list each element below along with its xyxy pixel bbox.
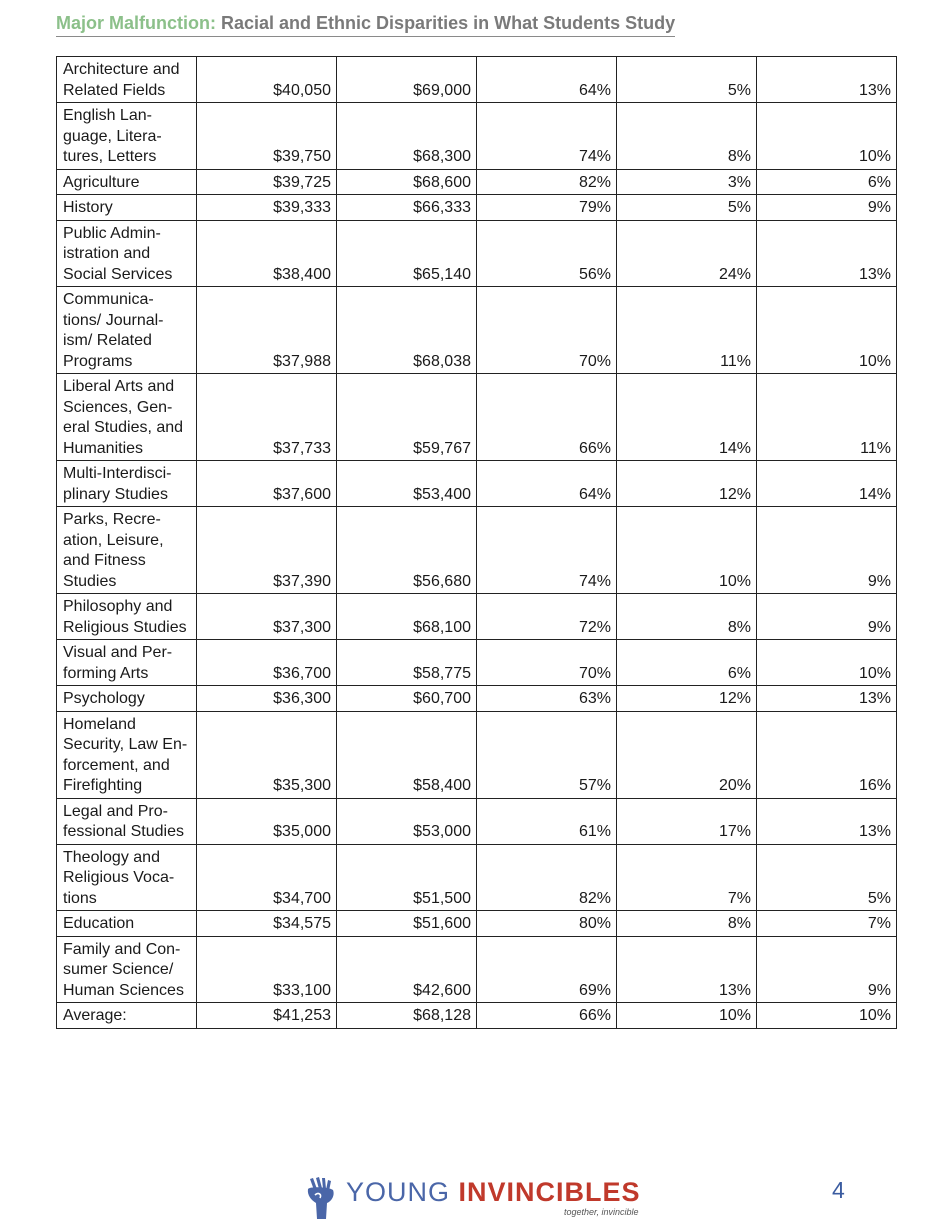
earnings-cell-2: $68,128 — [337, 1003, 477, 1029]
page-header — [56, 13, 675, 37]
major-name-cell: Legal and Pro- fessional Studies — [57, 798, 197, 844]
percent-cell-3: 9% — [757, 507, 897, 594]
percent-cell-2: 12% — [617, 461, 757, 507]
percent-cell-2: 5% — [617, 57, 757, 103]
major-name-cell: Parks, Recre- ation, Leisure, and Fitness Studies — [57, 507, 197, 594]
percent-cell-2: 3% — [617, 169, 757, 195]
major-name-cell: Family and Con- sumer Science/ Human Sciences — [57, 936, 197, 1003]
earnings-cell-2: $42,600 — [337, 936, 477, 1003]
major-name-cell: Education — [57, 911, 197, 937]
earnings-cell-2: $51,500 — [337, 844, 477, 911]
percent-cell-2: 8% — [617, 103, 757, 170]
major-name-cell: Agriculture — [57, 169, 197, 195]
percent-cell-1: 64% — [477, 57, 617, 103]
percent-cell-2: 17% — [617, 798, 757, 844]
major-name-cell: Multi-Interdisci- plinary Studies — [57, 461, 197, 507]
earnings-cell-2: $68,100 — [337, 594, 477, 640]
percent-cell-1: 82% — [477, 169, 617, 195]
percent-cell-3: 7% — [757, 911, 897, 937]
raised-fist-icon — [306, 1177, 338, 1221]
earnings-cell-1: $34,575 — [197, 911, 337, 937]
percent-cell-1: 70% — [477, 287, 617, 374]
earnings-cell-1: $40,050 — [197, 57, 337, 103]
earnings-cell-1: $35,000 — [197, 798, 337, 844]
earnings-cell-2: $68,300 — [337, 103, 477, 170]
earnings-cell-2: $59,767 — [337, 374, 477, 461]
earnings-cell-1: $37,988 — [197, 287, 337, 374]
percent-cell-3: 10% — [757, 1003, 897, 1029]
percent-cell-2: 14% — [617, 374, 757, 461]
percent-cell-2: 10% — [617, 507, 757, 594]
majors-earnings-table — [56, 56, 897, 1029]
percent-cell-2: 7% — [617, 844, 757, 911]
earnings-cell-2: $53,000 — [337, 798, 477, 844]
major-name-cell: Theology and Religious Voca- tions — [57, 844, 197, 911]
percent-cell-2: 8% — [617, 594, 757, 640]
major-name-cell: Communica- tions/ Journal- ism/ Related Programs — [57, 287, 197, 374]
table-row — [57, 374, 897, 461]
earnings-cell-2: $68,038 — [337, 287, 477, 374]
earnings-cell-1: $41,253 — [197, 1003, 337, 1029]
logo-tagline: together, invincible — [564, 1207, 639, 1217]
percent-cell-1: 70% — [477, 640, 617, 686]
percent-cell-3: 13% — [757, 220, 897, 287]
earnings-cell-2: $68,600 — [337, 169, 477, 195]
table-row — [57, 686, 897, 712]
percent-cell-3: 6% — [757, 169, 897, 195]
percent-cell-3: 10% — [757, 640, 897, 686]
major-name-cell: Average: — [57, 1003, 197, 1029]
earnings-cell-1: $34,700 — [197, 844, 337, 911]
earnings-cell-2: $69,000 — [337, 57, 477, 103]
earnings-cell-1: $39,750 — [197, 103, 337, 170]
percent-cell-2: 11% — [617, 287, 757, 374]
page-number: 4 — [832, 1177, 845, 1203]
major-name-cell: Public Admin- istration and Social Services — [57, 220, 197, 287]
major-name-cell: Psychology — [57, 686, 197, 712]
header-series: Major Malfunction: — [56, 13, 216, 33]
earnings-cell-1: $36,700 — [197, 640, 337, 686]
percent-cell-2: 24% — [617, 220, 757, 287]
logo-word-invincibles: INVINCIBLES — [458, 1177, 641, 1207]
earnings-cell-2: $53,400 — [337, 461, 477, 507]
percent-cell-1: 74% — [477, 103, 617, 170]
percent-cell-1: 79% — [477, 195, 617, 221]
percent-cell-3: 13% — [757, 57, 897, 103]
earnings-cell-1: $33,100 — [197, 936, 337, 1003]
percent-cell-1: 63% — [477, 686, 617, 712]
percent-cell-3: 10% — [757, 103, 897, 170]
earnings-cell-1: $37,733 — [197, 374, 337, 461]
major-name-cell: Homeland Security, Law En- forcement, and Firefighting — [57, 711, 197, 798]
earnings-cell-1: $36,300 — [197, 686, 337, 712]
young-invincibles-logo — [306, 1177, 641, 1221]
table-row — [57, 844, 897, 911]
table-row — [57, 640, 897, 686]
percent-cell-2: 12% — [617, 686, 757, 712]
earnings-cell-1: $35,300 — [197, 711, 337, 798]
percent-cell-3: 9% — [757, 936, 897, 1003]
percent-cell-3: 13% — [757, 686, 897, 712]
earnings-cell-1: $39,333 — [197, 195, 337, 221]
percent-cell-1: 56% — [477, 220, 617, 287]
percent-cell-3: 9% — [757, 195, 897, 221]
major-name-cell: Philosophy and Religious Studies — [57, 594, 197, 640]
major-name-cell: English Lan- guage, Litera- tures, Letters — [57, 103, 197, 170]
table-row — [57, 287, 897, 374]
earnings-cell-1: $39,725 — [197, 169, 337, 195]
logo-wordmark — [346, 1177, 641, 1217]
percent-cell-3: 9% — [757, 594, 897, 640]
percent-cell-1: 82% — [477, 844, 617, 911]
earnings-cell-2: $60,700 — [337, 686, 477, 712]
table-body — [57, 57, 897, 1029]
percent-cell-2: 10% — [617, 1003, 757, 1029]
percent-cell-3: 13% — [757, 798, 897, 844]
earnings-cell-2: $66,333 — [337, 195, 477, 221]
table-row — [57, 911, 897, 937]
logo-word-young: YOUNG — [346, 1177, 451, 1207]
percent-cell-3: 14% — [757, 461, 897, 507]
table-row — [57, 507, 897, 594]
earnings-cell-2: $58,775 — [337, 640, 477, 686]
percent-cell-2: 13% — [617, 936, 757, 1003]
percent-cell-3: 16% — [757, 711, 897, 798]
percent-cell-2: 6% — [617, 640, 757, 686]
percent-cell-1: 57% — [477, 711, 617, 798]
percent-cell-3: 11% — [757, 374, 897, 461]
percent-cell-1: 72% — [477, 594, 617, 640]
earnings-cell-2: $51,600 — [337, 911, 477, 937]
percent-cell-3: 10% — [757, 287, 897, 374]
earnings-cell-1: $37,600 — [197, 461, 337, 507]
table-row — [57, 57, 897, 103]
header-title: Racial and Ethnic Disparities in What Students Study — [221, 13, 676, 33]
earnings-cell-1: $37,390 — [197, 507, 337, 594]
percent-cell-1: 61% — [477, 798, 617, 844]
table-row — [57, 220, 897, 287]
earnings-cell-1: $38,400 — [197, 220, 337, 287]
percent-cell-1: 66% — [477, 374, 617, 461]
table-row — [57, 594, 897, 640]
table-row — [57, 798, 897, 844]
table-row — [57, 1003, 897, 1029]
percent-cell-1: 74% — [477, 507, 617, 594]
major-name-cell: Liberal Arts and Sciences, Gen- eral Studies, and Humanities — [57, 374, 197, 461]
percent-cell-1: 66% — [477, 1003, 617, 1029]
major-name-cell: History — [57, 195, 197, 221]
percent-cell-2: 5% — [617, 195, 757, 221]
earnings-cell-2: $58,400 — [337, 711, 477, 798]
earnings-cell-2: $65,140 — [337, 220, 477, 287]
table-row — [57, 103, 897, 170]
percent-cell-1: 80% — [477, 911, 617, 937]
table-row — [57, 711, 897, 798]
earnings-cell-2: $56,680 — [337, 507, 477, 594]
major-name-cell: Visual and Per- forming Arts — [57, 640, 197, 686]
major-name-cell: Architecture and Related Fields — [57, 57, 197, 103]
table-row — [57, 461, 897, 507]
table-row — [57, 195, 897, 221]
percent-cell-2: 8% — [617, 911, 757, 937]
earnings-cell-1: $37,300 — [197, 594, 337, 640]
table-row — [57, 936, 897, 1003]
table-row — [57, 169, 897, 195]
percent-cell-1: 69% — [477, 936, 617, 1003]
percent-cell-2: 20% — [617, 711, 757, 798]
percent-cell-3: 5% — [757, 844, 897, 911]
percent-cell-1: 64% — [477, 461, 617, 507]
